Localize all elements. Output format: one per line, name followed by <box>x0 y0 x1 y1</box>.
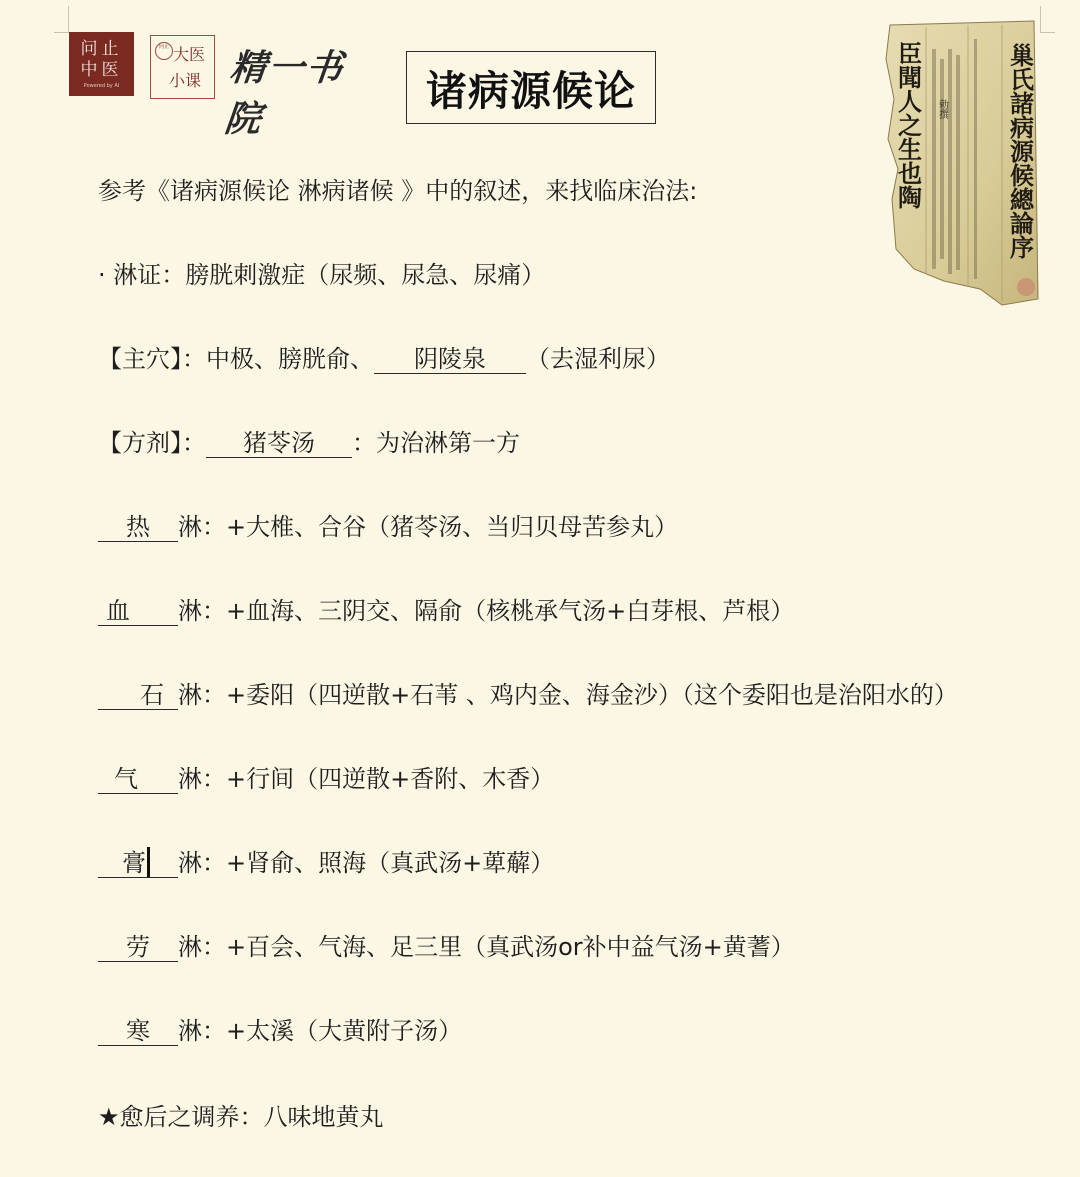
book-column-3: 勅撰 <box>936 99 948 119</box>
type-cold-line <box>98 1015 462 1047</box>
type-text: 淋：+大椎、合谷（猪苓汤、当归贝母苦参丸） <box>178 513 679 541</box>
seal-mark: 问止 <box>155 42 173 60</box>
type-text: 淋：+百会、气海、足三里（真武汤or补中益气汤+黄蓍） <box>178 933 795 961</box>
type-name: 石 <box>140 681 164 709</box>
logo-line-1: 问止 <box>80 39 123 59</box>
type-text: 淋：+血海、三阴交、隔俞（核桃承气汤+白芽根、芦根） <box>178 597 795 625</box>
definition-text: · 淋证：膀胱刺激症（尿频、尿急、尿痛） <box>98 261 546 289</box>
main-points-prefix: 【主穴】：中极、膀胱俞、 <box>98 345 374 373</box>
logo-line-2: 中医 <box>80 60 123 80</box>
type-text: 淋：+肾俞、照海（真武汤+萆薢） <box>178 849 555 877</box>
logo2-line-1: 大医 <box>173 45 206 64</box>
type-name: 血 <box>106 597 130 625</box>
crop-mark-top-right <box>1040 6 1055 33</box>
main-points-blank: 阴陵泉 <box>374 345 526 374</box>
type-stone-line <box>98 679 958 711</box>
type-name-blank <box>98 681 178 710</box>
formula-blank: 猪苓汤 <box>206 429 352 458</box>
type-name-blank <box>98 847 178 878</box>
type-qi-line <box>98 763 554 795</box>
type-name-blank <box>98 597 178 626</box>
aftercare-text: ★愈后之调养：八味地黄丸 <box>98 1103 384 1131</box>
crop-mark-top-left <box>54 6 69 33</box>
type-text: 淋：+委阳（四逆散+石苇 、鸡内金、海金沙）（这个委阳也是治阳水的） <box>178 681 958 709</box>
type-name: 气 <box>114 765 138 793</box>
logo2-line-2: 小课 <box>169 71 202 90</box>
wenzhi-logo <box>69 32 134 96</box>
type-heat-line <box>98 511 678 543</box>
formula-suffix: ：为治淋第一方 <box>352 429 520 457</box>
main-points-line <box>98 343 670 375</box>
page-title-box <box>406 51 656 124</box>
type-text: 淋：+行间（四逆散+香附、木香） <box>178 765 555 793</box>
type-name-blank <box>98 765 178 794</box>
page-title: 诸病源候论 <box>426 67 636 115</box>
jingyi-shuyuan-logo: 精一书院 <box>222 47 347 140</box>
type-name-blank: 劳 <box>98 933 178 962</box>
type-name: 膏 <box>122 849 146 877</box>
dayi-xiaoke-logo <box>150 35 215 99</box>
type-name-blank: 寒 <box>98 1017 178 1046</box>
intro-text: 参考《诸病源候论 淋病诸候 》中的叙述，来找临床治法: <box>98 177 698 205</box>
type-paste-line <box>98 847 554 879</box>
logo-tagline: Powered by AI <box>83 83 120 89</box>
book-column-1: 巢氏諸病源候總論序 <box>1005 43 1035 259</box>
type-text: 淋：+太溪（大黄附子汤） <box>178 1017 463 1045</box>
formula-line <box>98 427 520 459</box>
text-cursor <box>147 847 150 877</box>
type-name-blank: 热 <box>98 513 178 542</box>
type-blood-line <box>98 595 794 627</box>
main-points-suffix: （去湿利尿） <box>526 345 670 373</box>
ancient-book-image <box>884 19 1040 306</box>
formula-prefix: 【方剂】： <box>98 429 206 457</box>
type-fatigue-line <box>98 931 795 963</box>
book-column-2: 臣聞人之生也陶 <box>893 41 923 209</box>
